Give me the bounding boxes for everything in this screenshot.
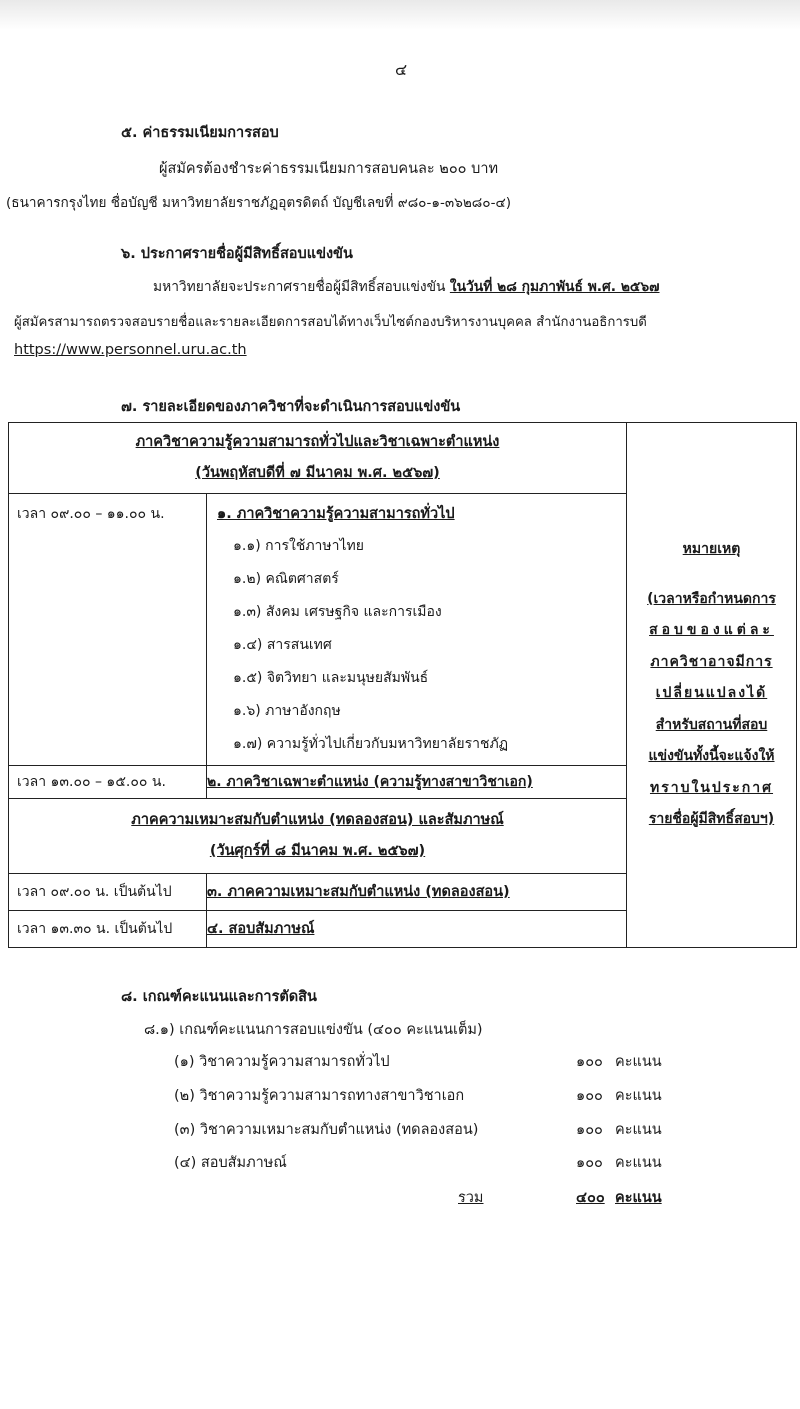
announce-date: ในวันที่ ๒๘ กุมภาพันธ์ พ.ศ. ๒๕๖๗: [449, 279, 660, 295]
score-unit: คะแนน: [615, 1054, 662, 1070]
remark-line: สำหรับสถานที่สอบ: [655, 716, 768, 733]
score-row: [0, 1084, 800, 1114]
section-8-heading: ๘. เกณฑ์คะแนนและการตัดสิน: [121, 989, 317, 1005]
subtopic-item: ๑.๗) ความรู้ทั่วไปเกี่ยวกับมหาวิทยาลัยราชภัฏ: [233, 736, 509, 752]
total-label: รวม: [458, 1190, 484, 1206]
exam-schedule-table: [8, 422, 797, 948]
score-row: [0, 1151, 800, 1181]
section-6-announce-text: [153, 276, 660, 298]
total-unit: คะแนน: [615, 1190, 662, 1206]
score-unit: คะแนน: [615, 1155, 662, 1171]
total-score: ๔๐๐: [576, 1190, 605, 1206]
day1-title: ภาควิชาความรู้ความสามารถทั่วไปและวิชาเฉพาะตำแหน่ง: [135, 434, 500, 450]
section-6-heading: ๖. ประกาศรายชื่อผู้มีสิทธิ์สอบแข่งขัน: [121, 246, 353, 262]
slot3-time: เวลา ๐๙.๐๐ น. เป็นต้นไป: [9, 874, 207, 911]
score-value: ๑๐๐: [576, 1088, 603, 1104]
page-number: ๔: [395, 60, 408, 79]
section-6-check-text: ผู้สมัครสามารถตรวจสอบรายชื่อและรายละเอียดการสอบได้ทางเว็บไซต์กองบริหารงานบุคคล สำนักงานอธิการบดี: [14, 315, 647, 330]
day1-header-row: [9, 423, 797, 494]
slot4-subject: ๔. สอบสัมภาษณ์: [207, 911, 627, 948]
slot1-time: เวลา ๐๙.๐๐ – ๑๑.๐๐ น.: [9, 494, 207, 766]
score-row: [0, 1118, 800, 1148]
remark-line: ภาควิชาอาจมีการ: [650, 653, 773, 670]
remark-line: สอบของแต่ละ: [649, 622, 774, 639]
slot1-subject: ๑. ภาควิชาความรู้ความสามารถทั่วไป: [217, 506, 455, 522]
score-row: [0, 1050, 800, 1080]
slot2-subject: ๒. ภาควิชาเฉพาะตำแหน่ง (ความรู้ทางสาขาวิชาเอก): [207, 766, 627, 799]
score-label: (๓) วิชาความเหมาะสมกับตำแหน่ง (ทดลองสอน): [174, 1122, 479, 1138]
score-label: (๔) สอบสัมภาษณ์: [174, 1155, 287, 1171]
section-5-bank-text: (ธนาคารกรุงไทย ชื่อบัญชี มหาวิทยาลัยราชภัฏอุตรดิตถ์ บัญชีเลขที่ ๙๘๐-๑-๓๖๒๘๐-๔): [6, 195, 512, 211]
remark-line: แข่งขันทั้งนี้จะแจ้งให้: [648, 748, 775, 765]
slot2-time: เวลา ๑๓.๐๐ – ๑๕.๐๐ น.: [9, 766, 207, 799]
score-value: ๑๐๐: [576, 1054, 603, 1070]
subtopic-item: ๑.๓) สังคม เศรษฐกิจ และการเมือง: [233, 604, 442, 620]
section-8-1-heading: ๘.๑) เกณฑ์คะแนนการสอบแข่งขัน (๔๐๐ คะแนนเต็ม): [144, 1022, 483, 1038]
score-value: ๑๐๐: [576, 1122, 603, 1138]
section-5-fee-text: ผู้สมัครต้องชำระค่าธรรมเนียมการสอบคนละ ๒๐๐ บาท: [159, 161, 499, 177]
score-label: (๒) วิชาความรู้ความสามารถทางสาขาวิชาเอก: [174, 1088, 465, 1104]
day1-date: (วันพฤหัสบดีที่ ๗ มีนาคม พ.ศ. ๒๕๖๗): [195, 465, 440, 481]
remark-line: (เวลาหรือกำหนดการ: [647, 590, 776, 607]
section-7-heading: ๗. รายละเอียดของภาควิชาที่จะดำเนินการสอบแข่งขัน: [121, 399, 461, 415]
personnel-website-link[interactable]: https://www.personnel.uru.ac.th: [14, 342, 247, 358]
subtopic-item: ๑.๖) ภาษาอังกฤษ: [233, 703, 341, 719]
announce-text: มหาวิทยาลัยจะประกาศรายชื่อผู้มีสิทธิ์สอบแข่งขัน: [153, 279, 450, 295]
score-label: (๑) วิชาความรู้ความสามารถทั่วไป: [174, 1054, 390, 1070]
section-5-heading: ๕. ค่าธรรมเนียมการสอบ: [121, 125, 279, 141]
score-unit: คะแนน: [615, 1088, 662, 1104]
slot1-subject-cell: [207, 494, 627, 766]
total-row: [0, 1186, 800, 1216]
subtopic-item: ๑.๕) จิตวิทยา และมนุษยสัมพันธ์: [233, 670, 429, 686]
remark-line: เปลี่ยนแปลงได้: [655, 685, 768, 702]
slot3-subject: ๓. ภาคความเหมาะสมกับตำแหน่ง (ทดลองสอน): [207, 874, 627, 911]
subtopic-item: ๑.๔) สารสนเทศ: [233, 637, 332, 653]
slot4-time: เวลา ๑๓.๓๐ น. เป็นต้นไป: [9, 911, 207, 948]
day2-date: (วันศุกร์ที่ ๘ มีนาคม พ.ศ. ๒๕๖๗): [209, 843, 426, 859]
remark-line: รายชื่อผู้มีสิทธิ์สอบฯ): [648, 811, 775, 828]
remark-title: หมายเหตุ: [682, 541, 741, 558]
day1-header-cell: [9, 423, 627, 494]
scan-shadow: [0, 0, 800, 30]
remark-cell: [627, 423, 797, 948]
subtopic-item: ๑.๒) คณิตศาสตร์: [233, 571, 339, 587]
score-unit: คะแนน: [615, 1122, 662, 1138]
day2-header-cell: [9, 799, 627, 874]
day2-title: ภาคความเหมาะสมกับตำแหน่ง (ทดลองสอน) และสัมภาษณ์: [131, 812, 504, 828]
score-value: ๑๐๐: [576, 1155, 603, 1171]
remark-line: ทราบในประกาศ: [649, 779, 774, 796]
subtopic-item: ๑.๑) การใช้ภาษาไทย: [233, 538, 364, 554]
